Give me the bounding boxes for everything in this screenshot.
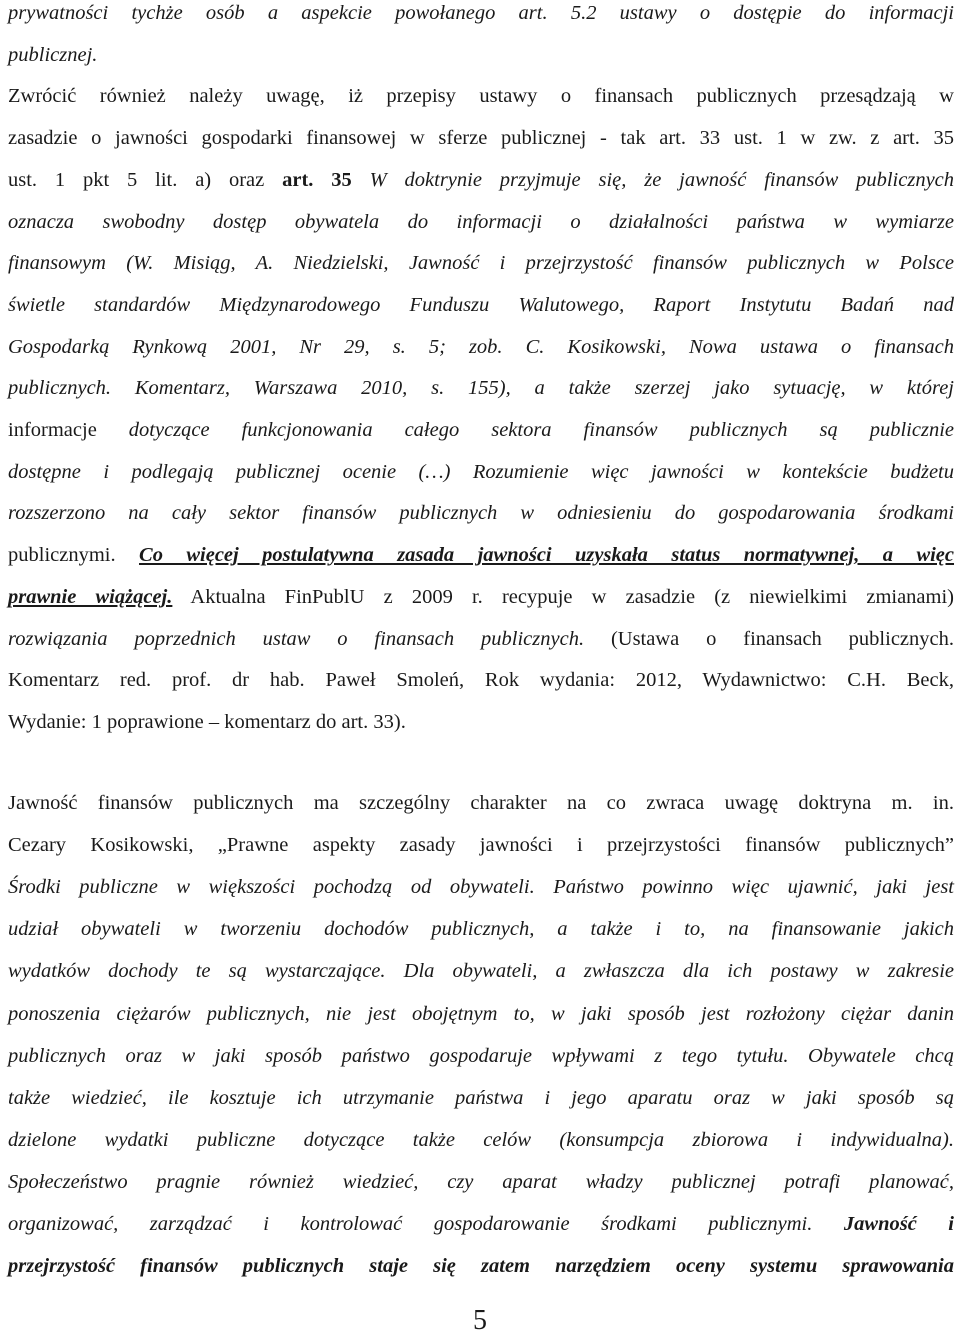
text-line: [8, 667, 954, 693]
text-line: [8, 958, 954, 984]
text-line: [8, 790, 954, 816]
text-run: przejrzystość finansów publicznych staje się zatem narzędziem oceny systemu sprawowania: [8, 1255, 954, 1277]
text-run: rozszerzono na cały sektor finansów publicznych w odniesieniu do gospodarowania środkami: [8, 502, 954, 524]
text-line: [8, 1211, 954, 1237]
text-run: rozwiązania poprzednich ustaw o finansach publicznych.: [8, 628, 585, 650]
text-line: [8, 542, 954, 568]
text-run: udział obywateli w tworzeniu dochodów publicznych, a także i to, na finansowanie jakich: [8, 918, 954, 940]
text-run: dzielone wydatki publiczne dotyczące także celów (konsumpcja zbiorowa i indywidualna).: [8, 1129, 954, 1151]
text-line: [8, 292, 954, 318]
text-run: Komentarz red. prof. dr hab. Paweł Smoleń, Rok wydania: 2012, Wydawnictwo: C.H. Beck,: [8, 669, 954, 691]
page-number: 5: [473, 1305, 487, 1336]
text-run: publicznej.: [8, 44, 98, 66]
text-line: [8, 167, 954, 193]
text-run: publicznych. Komentarz, Warszawa 2010, s. 155), a także szerzej jako sytuację, w której: [8, 377, 954, 399]
text-run: 35: [313, 169, 370, 191]
text-line: [8, 1001, 954, 1027]
text-run: ponoszenia ciężarów publicznych, nie jest obojętnym to, w jaki sposób jest rozłożony ciężar danin: [8, 1003, 954, 1025]
text-line: [8, 874, 954, 900]
text-run: Wydanie: 1 poprawione – komentarz do art. 33).: [8, 711, 406, 733]
text-run: art.: [282, 169, 314, 191]
text-run: prawnie wiążącej.: [8, 586, 173, 608]
text-run: Aktualna FinPublU z 2009 r. recypuje w zasadzie (z niewielkimi zmianami): [172, 586, 954, 608]
text-line: [8, 626, 954, 652]
text-line: [8, 459, 954, 485]
text-run: Zwrócić również należy uwagę, iż przepisy ustawy o finansach publicznych przesądzają w: [8, 85, 954, 107]
text-line: [8, 1043, 954, 1069]
text-line: [8, 334, 954, 360]
text-run: W doktrynie przyjmuje się, że jawność finansów publicznych: [369, 169, 955, 191]
text-run: ust. 1 pkt 5 lit. a) oraz: [8, 169, 283, 191]
text-run: dotyczące funkcjonowania całego sektora finansów publicznych są publicznie: [128, 419, 954, 441]
text-line: [8, 709, 954, 735]
text-line: [8, 1169, 954, 1195]
text-run: organizować, zarządzać i kontrolować gospodarowanie środkami publicznymi.: [8, 1213, 844, 1235]
text-line: [8, 500, 954, 526]
text-run: prywatności tychże osób a aspekcie powołanego art. 5.2 ustawy o dostępie do informacji: [8, 2, 954, 24]
text-line: [8, 250, 954, 276]
text-run: oznacza swobodny dostęp obywatela do informacji o działalności państwa w wymiarze: [8, 211, 954, 233]
text-run: Cezary Kosikowski, „Prawne aspekty zasady jawności i przejrzystości finansów publicznych”: [8, 834, 954, 856]
text-run: wydatków dochody te są wystarczające. Dla obywateli, a zwłaszcza dla ich postawy w zakresie: [8, 960, 954, 982]
text-run: (Ustawa o finansach publicznych.: [584, 628, 954, 650]
text-run: Co więcej postulatywna zasada jawności uzyskała status normatywnej, a więc: [139, 544, 955, 566]
text-line: [8, 417, 954, 443]
text-line: [8, 42, 954, 68]
text-line: [8, 916, 954, 942]
text-line: [8, 375, 954, 401]
text-line: [8, 832, 954, 858]
text-line: [8, 209, 954, 235]
text-run: Jawność i: [843, 1213, 954, 1235]
text-line: [8, 1127, 954, 1153]
text-line: [8, 83, 954, 109]
text-line: [8, 125, 954, 151]
text-run: dostępne i podlegają publicznej ocenie (…) Rozumienie więc jawności w kontekście budżetu: [8, 461, 954, 483]
text-run: publicznymi.: [8, 544, 140, 566]
text-run: Środki publiczne w większości pochodzą od obywateli. Państwo powinno więc ujawnić, jaki jest: [8, 876, 954, 898]
text-run: informacje: [8, 419, 129, 441]
text-line: [8, 0, 954, 26]
text-run: Społeczeństwo pragnie również wiedzieć, czy aparat władzy publicznej potrafi planować,: [8, 1171, 954, 1193]
text-line: [8, 584, 954, 610]
text-run: finansowym (W. Misiąg, A. Niedzielski, Jawność i przejrzystość finansów publicznych w Polsce: [8, 252, 954, 274]
text-run: Jawność finansów publicznych ma szczególny charakter na co zwraca uwagę doktryna m. in.: [8, 792, 954, 814]
text-line: [8, 1253, 954, 1279]
text-run: świetle standardów Międzynarodowego Funduszu Walutowego, Raport Instytutu Badań nad: [8, 294, 954, 316]
text-run: zasadzie o jawności gospodarki finansowej w sferze publicznej - tak art. 33 ust. 1 w zw. z art. 35: [8, 127, 954, 149]
text-run: także wiedzieć, ile kosztuje ich utrzymanie państwa i jego aparatu oraz w jaki sposób są: [8, 1087, 954, 1109]
text-line: [8, 1085, 954, 1111]
text-run: publicznych oraz w jaki sposób państwo gospodaruje wpływami z tego tytułu. Obywatele chcą: [8, 1045, 954, 1067]
text-run: Gospodarką Rynkową 2001, Nr 29, s. 5; zob. C. Kosikowski, Nowa ustawa o finansach: [8, 336, 954, 358]
